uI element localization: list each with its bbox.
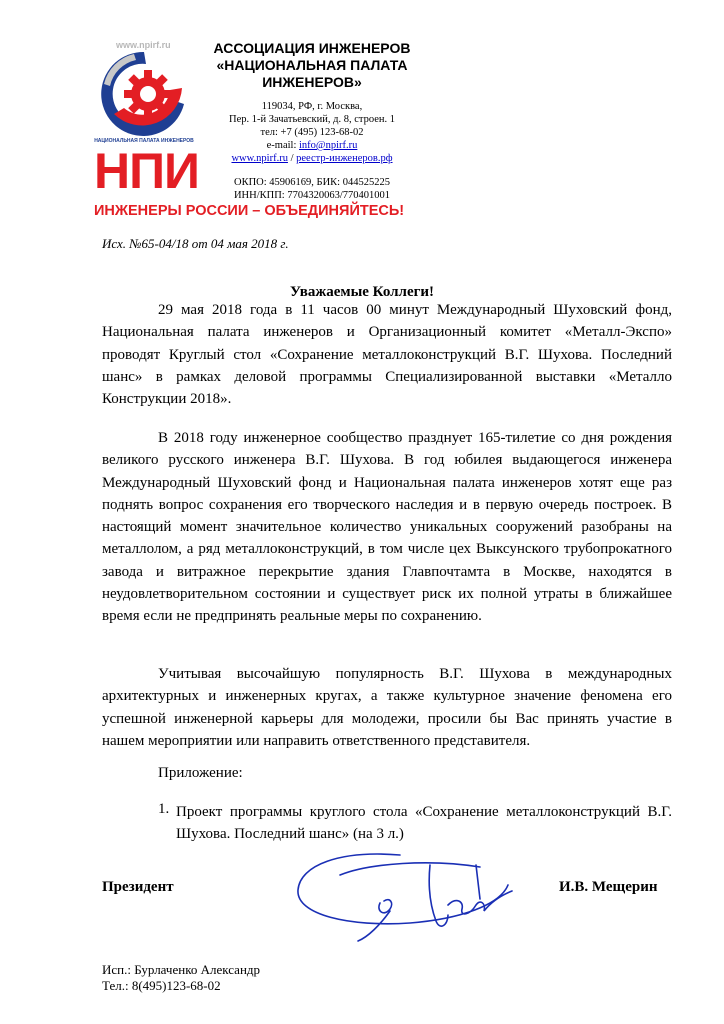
site-link[interactable]: www.npirf.ru (231, 153, 288, 164)
logo-letters: НПИ (94, 143, 199, 199)
okpo-line: ОКПО: 45906169, БИК: 044525225 (234, 177, 390, 188)
site-separator: / (290, 153, 294, 164)
body-paragraph: Учитывая высочайшую популярность В.Г. Шухова в международных архитектурных и инженерных кругах, а также культурное значение феномена его успешной инженерной карьеры для молодежи, просили бы Вас принять участие в нашем мероприятии или направить ответственного представителя. (102, 666, 672, 749)
email-link[interactable]: info@npirf.ru (299, 140, 358, 151)
executor-name: Исп.: Бурлаченко Александр (102, 962, 261, 977)
salutation: Уважаемые Коллеги! (289, 284, 435, 300)
registry-link[interactable]: реестр-инженеров.рф (296, 153, 393, 164)
email-label: e-mail: (266, 140, 297, 151)
organization-title (196, 40, 428, 91)
org-title-line: «НАЦИОНАЛЬНАЯ ПАЛАТА (216, 57, 408, 73)
inn-line: ИНН/КПП: 7704320063/770401001 (233, 190, 391, 201)
org-title-line: АССОЦИАЦИЯ ИНЖЕНЕРОВ (213, 40, 411, 56)
email-line (196, 139, 428, 152)
body-paragraph: 29 мая 2018 года в 11 часов 00 минут Международный Шуховский фонд, Национальная палата инженеров и Организационный комитет «Металл-Экспо» проводят Круглый стол «Сохранение металлоконструкций В.Г. Шухова. Последний шанс» в рамках деловой программы Специализированной выставки «Металло Конструкции 2018». (102, 302, 672, 408)
executor-phone: Тел.: 8(495)123-68-02 (102, 978, 221, 993)
contact-block (196, 100, 428, 202)
phone-line: тел: +7 (495) 123-68-02 (260, 127, 364, 138)
gear-globe-icon (94, 44, 194, 144)
sites-line (196, 152, 428, 165)
attachment-label: Приложение: (158, 765, 243, 781)
attachment-item-text: Проект программы круглого стола «Сохранение металлоконструкций В.Г. Шухова. Последний шанс» (на 3 л.) (176, 804, 672, 843)
slogan: ИНЖЕНЕРЫ РОССИИ – ОБЪЕДИНЯЙТЕСЬ! (94, 203, 405, 219)
signature-image (280, 845, 550, 945)
signatory-name: И.В. Мещерин (559, 879, 658, 895)
executor-block (102, 962, 260, 994)
address-line: Пер. 1-й Зачатьевский, д. 8, строен. 1 (229, 114, 395, 125)
signatory-title: Президент (102, 879, 174, 895)
address-line: 119034, РФ, г. Москва, (261, 101, 363, 112)
body-paragraph: В 2018 году инженерное сообщество празднует 165-тилетие со дня рождения великого русского инженера В.Г. Шухова. В год юбилея выдающегося инженера Международный Шуховский фонд и Национальная палата инженеров хотят еще раз поднять вопрос сохранения его творческого наследия и в первую очередь построек. В настоящий момент значительное количество уникальных сооружений разобраны на металлолом, а ряд металлоконструкций, в том числе цех Выксунского трубопрокатного завода и витражное перекрытие здания Главпочтамта в Москве, находятся в неудовлетворительном состоянии и существует риск их полной утраты в ближайшее время если не предпринять реальные меры по сохранению. (102, 430, 672, 625)
org-title-line: ИНЖЕНЕРОВ» (262, 74, 362, 90)
attachment-item-number: 1. (158, 801, 170, 817)
npi-logo (94, 40, 199, 204)
logo-url: www.npirf.ru (116, 40, 171, 50)
outgoing-number: Исх. №65-04/18 от 04 мая 2018 г. (102, 236, 289, 251)
logo-caption: НАЦИОНАЛЬНАЯ ПАЛАТА ИНЖЕНЕРОВ (94, 138, 194, 144)
